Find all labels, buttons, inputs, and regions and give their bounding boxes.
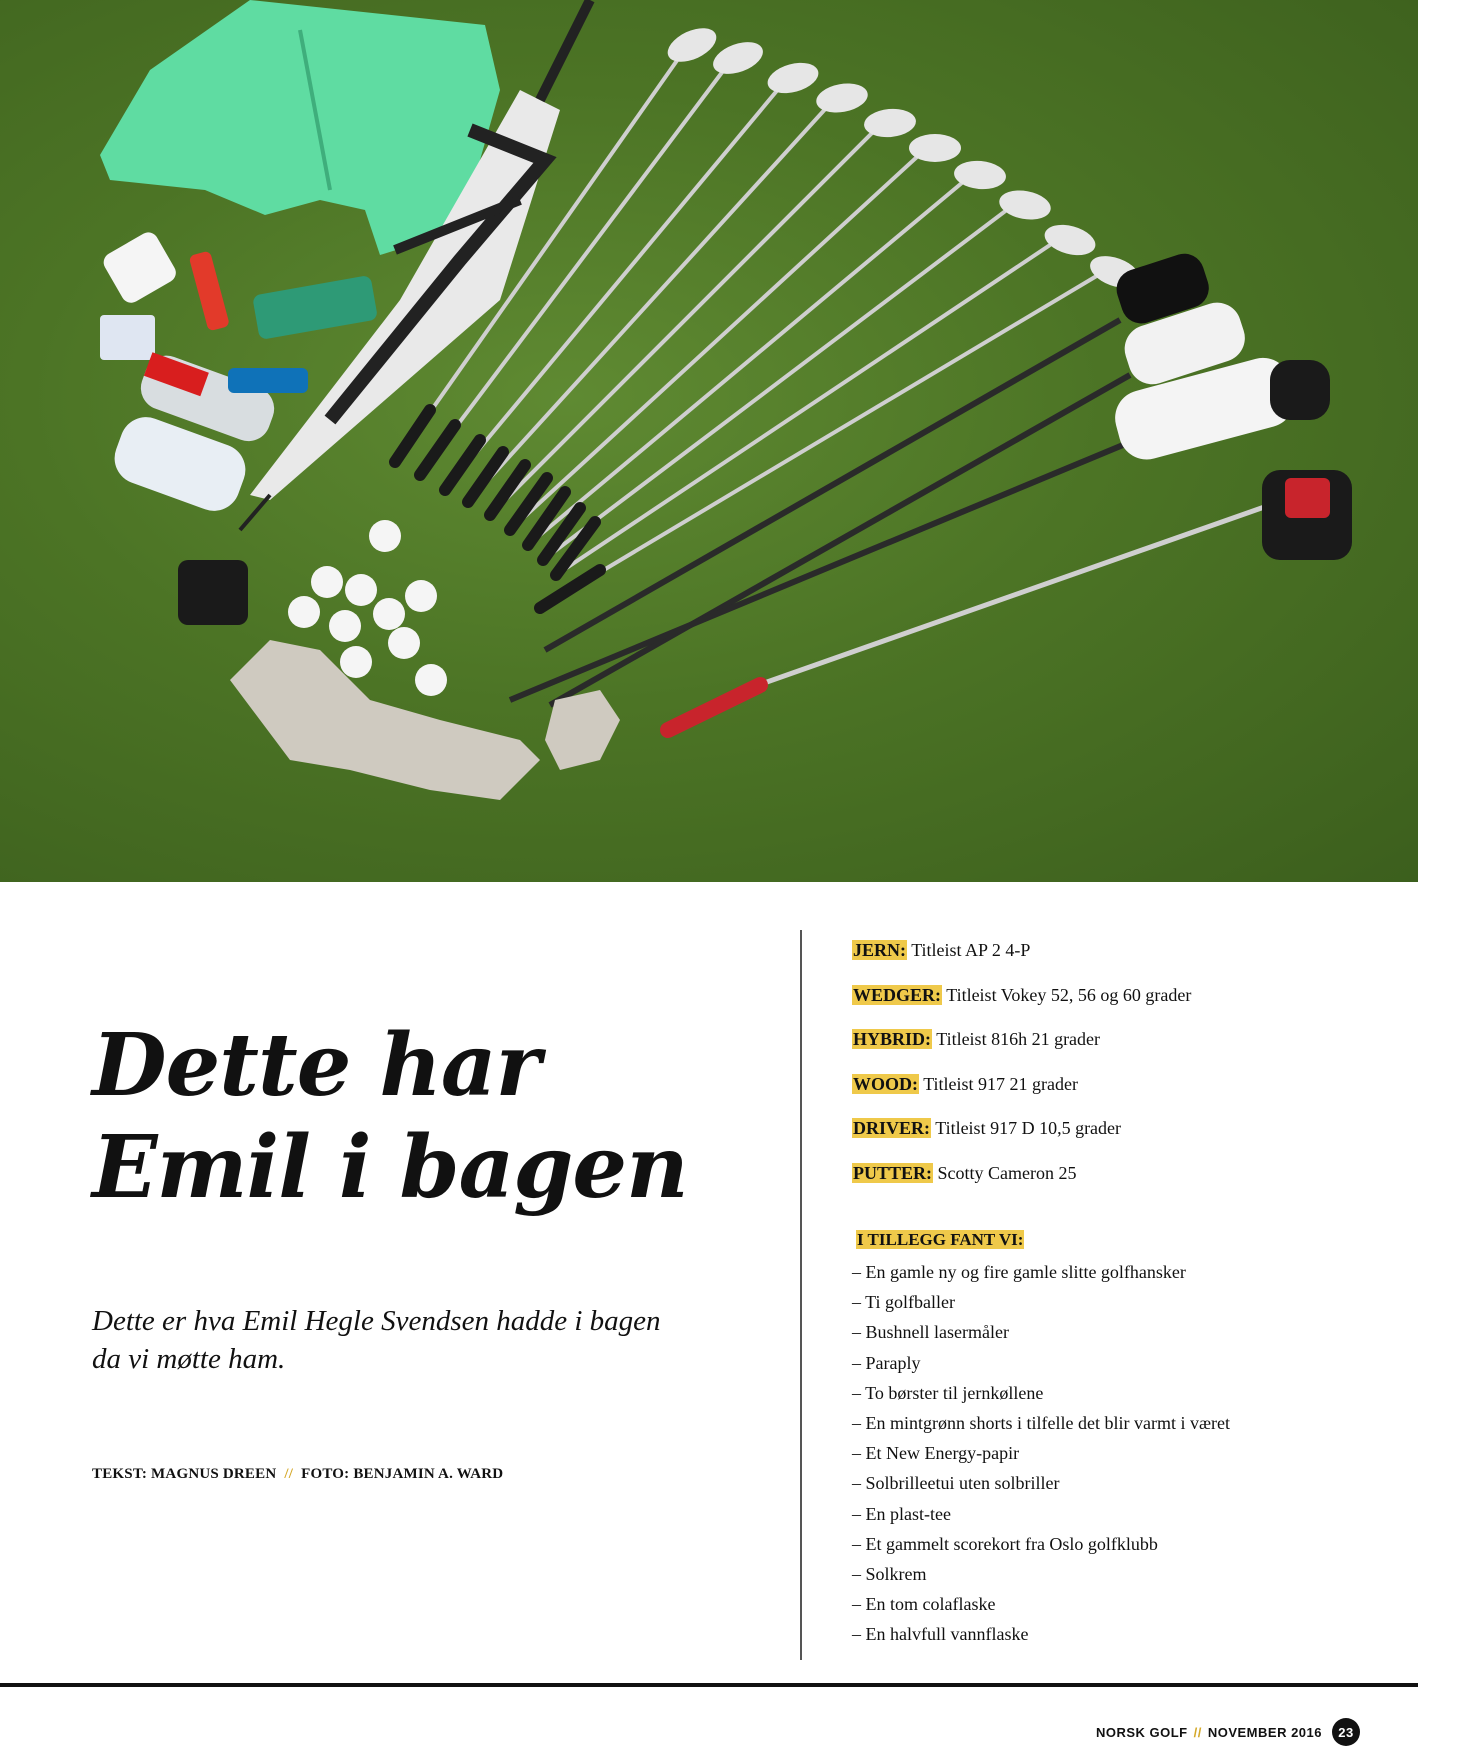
spec-label: DRIVER: [853, 1118, 931, 1138]
gloves-illustration [230, 640, 620, 800]
list-item: – En tom colaflaske [852, 1594, 996, 1615]
putter-illustration [668, 470, 1352, 730]
spec-label: WOOD: [853, 1073, 918, 1094]
spec-label: JERN: [853, 940, 906, 960]
spec-row-wood [852, 1072, 1412, 1117]
spec-value: Titleist Vokey 52, 56 og 60 grader [946, 984, 1192, 1005]
list-item: – En gamle ny og fire gamle slitte golfhansker [852, 1262, 1186, 1282]
article-title [92, 1015, 732, 1219]
spec-value: Titleist 917 D 10,5 grader [935, 1118, 1122, 1138]
extras-heading-label: I TILLEGG FANT VI: [857, 1230, 1024, 1249]
extras-list [852, 1258, 1230, 1650]
mint-shorts-illustration [100, 0, 500, 255]
credit-separator: // [284, 1466, 294, 1482]
page-number: 23 [1332, 1718, 1360, 1746]
list-item: – En plast-tee [852, 1503, 951, 1524]
magazine-name: NORSK GOLF [1095, 1724, 1188, 1740]
spec-row-wedger [852, 983, 1412, 1028]
club-specs [852, 938, 1412, 1205]
footer-divider [0, 1683, 1418, 1687]
list-item: – En mintgrønn shorts i tilfelle det blir varmt i været [852, 1412, 1230, 1433]
spec-value: Titleist AP 2 4-P [911, 940, 1031, 960]
list-item: – Solbrilleetui uten solbriller [852, 1473, 1060, 1494]
list-item: – En halvfull vannflaske [852, 1624, 1029, 1645]
spec-row-putter [852, 1161, 1412, 1206]
footer-separator: // [1193, 1724, 1202, 1740]
spec-row-jern [852, 938, 1412, 983]
spec-label: PUTTER: [853, 1162, 933, 1183]
spec-row-driver [852, 1116, 1412, 1161]
list-item: – Ti golfballer [852, 1292, 956, 1313]
column-divider [800, 930, 802, 1660]
spec-value: Titleist 816h 21 grader [936, 1029, 1101, 1049]
spec-label: WEDGER: [853, 984, 942, 1005]
list-item: – Et New Energy-papir [852, 1443, 1020, 1464]
issue-label: NOVEMBER 2016 [1207, 1724, 1322, 1740]
page-footer [1096, 1718, 1360, 1746]
credit-text: TEKST: MAGNUS DREEN [92, 1466, 277, 1482]
spec-label: HYBRID: [853, 1029, 932, 1049]
list-item: – Bushnell lasermåler [852, 1322, 1009, 1343]
list-item: – Paraply [852, 1352, 921, 1373]
extras-heading [856, 1230, 1024, 1250]
woods-illustration [510, 249, 1330, 705]
credits [92, 1466, 503, 1483]
article-title-line-2: Emil i bagen [92, 1117, 688, 1218]
credit-photo: FOTO: BENJAMIN A. WARD [301, 1466, 504, 1482]
list-item: – To børster til jernkøllene [852, 1382, 1044, 1403]
spec-row-hybrid [852, 1027, 1412, 1072]
spec-value: Titleist 917 21 grader [923, 1073, 1079, 1094]
list-item: – Et gammelt scorekort fra Oslo golfklubb [852, 1533, 1158, 1554]
spec-value: Scotty Cameron 25 [937, 1162, 1077, 1183]
article-lead: Dette er hva Emil Hegle Svendsen hadde i bagen da vi møtte ham. [92, 1305, 661, 1375]
list-item: – Solkrem [852, 1563, 927, 1584]
hero-photo [0, 0, 1418, 882]
article-title-line-1: Dette har [92, 1015, 540, 1116]
